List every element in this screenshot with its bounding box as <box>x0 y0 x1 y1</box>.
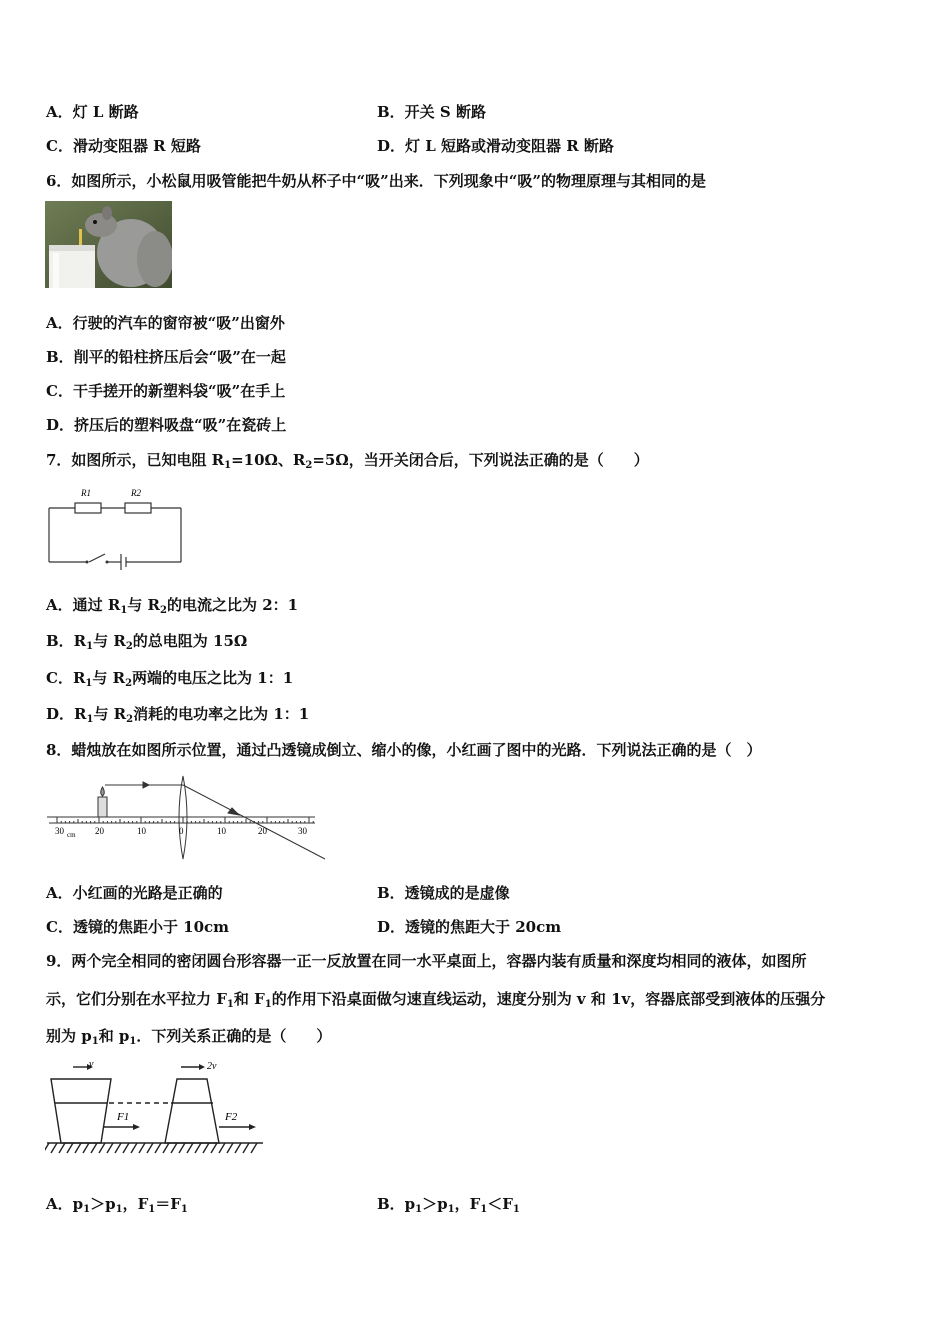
q9-option-a: A．$p_1>p_1$，$F_1=F_1$ <box>46 1195 188 1215</box>
circuit-diagram <box>45 484 185 570</box>
ground-hatch <box>203 1143 209 1153</box>
ground-hatch <box>45 1143 49 1153</box>
ground-hatch <box>91 1143 97 1153</box>
ground-hatch <box>195 1143 201 1153</box>
q9-option-b: B．$p_1>p_1$，$F_1<F_1$ <box>377 1195 520 1215</box>
q9-stem-line1: 9．两个完全相同的密闭圆台形容器一正一反放置在同一水平桌面上，容器内装有质量和深度均相同的液体，如图所 <box>46 952 807 970</box>
r1-label: R1 <box>81 488 91 498</box>
ground-hatch <box>115 1143 121 1153</box>
ground-hatch <box>171 1143 177 1153</box>
ruler-label-10-left: 10 <box>137 826 146 836</box>
q8-option-b: B．透镜成的是虚像 <box>377 884 510 902</box>
ground-hatch <box>131 1143 137 1153</box>
ground-hatch <box>107 1143 113 1153</box>
q9-stem-line3: 别为 $p_1$和 $p_1$．下列关系正确的是（ ） <box>46 1027 332 1047</box>
q6-option-d: D．挤压后的塑料吸盘“吸”在瓷砖上 <box>46 416 287 434</box>
ruler-unit: cm <box>67 831 76 839</box>
q5-option-c: C．滑动变阻器 R 短路 <box>46 137 201 155</box>
ground-hatch <box>219 1143 225 1153</box>
q7-option-a: A．通过 $R_1$与 $R_2$的电流之比为 2：1 <box>46 596 299 616</box>
q8-stem: 8．蜡烛放在如图所示位置，通过凸透镜成倒立、缩小的像，小红画了图中的光路．下列说法正确的是（ ） <box>46 741 762 759</box>
ground-hatch <box>99 1143 105 1153</box>
q7-option-d: D．$R_1$与 $R_2$消耗的电功率之比为 1：1 <box>46 705 310 725</box>
q5-option-b: B．开关 S 断路 <box>377 103 486 121</box>
q5-option-a: A．灯 L 断路 <box>46 103 139 121</box>
containers-diagram <box>45 1057 265 1163</box>
ground-hatch <box>243 1143 249 1153</box>
velocity-2v-label: 2v <box>207 1061 217 1072</box>
ground-hatch <box>179 1143 185 1153</box>
ground-hatch <box>163 1143 169 1153</box>
ground-hatch <box>235 1143 241 1153</box>
q8-option-a: A．小红画的光路是正确的 <box>46 884 223 902</box>
r2-label: R2 <box>131 488 141 498</box>
ruler-label-20-right: 20 <box>258 826 267 836</box>
ruler-label-10-right: 10 <box>217 826 226 836</box>
q6-stem: 6．如图所示，小松鼠用吸管能把牛奶从杯子中“吸”出来．下列现象中“吸”的物理原理与其相同的是 <box>46 172 706 190</box>
ground-hatch <box>227 1143 233 1153</box>
q5-option-d: D．灯 L 短路或滑动变阻器 R 断路 <box>377 137 614 155</box>
q8-option-d: D．透镜的焦距大于 20cm <box>377 918 562 936</box>
q7-stem: 7．如图所示，已知电阻 $R_1=10\Omega$、$R_2=5\Omega$，当开关闭合后，下列说法正确的是（ ） <box>46 451 649 471</box>
ground-hatch <box>83 1143 89 1153</box>
velocity-v-label: v <box>89 1059 94 1070</box>
ground-hatch <box>155 1143 161 1153</box>
q6-option-b: B．削平的铅柱挤压后会“吸”在一起 <box>46 348 286 366</box>
q9-stem-line2: 示，它们分别在水平拉力 $F_1$和 $F_1$的作用下沿桌面做匀速直线运动，速度分别为 v 和 1v，容器底部受到液体的压强分 <box>46 990 826 1010</box>
ruler-label-20-left: 20 <box>95 826 104 836</box>
q6-option-c: C．干手搓开的新塑料袋“吸”在手上 <box>46 382 286 400</box>
force-f2-label: F2 <box>225 1111 238 1123</box>
ground-hatch <box>251 1143 257 1153</box>
ruler-label-0: 0 <box>179 826 184 836</box>
lens-optics-diagram <box>45 771 328 864</box>
ground-hatch <box>139 1143 145 1153</box>
ground-hatch <box>211 1143 217 1153</box>
q6-option-a: A．行驶的汽车的窗帘被“吸”出窗外 <box>46 314 285 332</box>
q7-option-c: C．$R_1$与 $R_2$两端的电压之比为 1：1 <box>46 669 294 689</box>
ground-hatch <box>187 1143 193 1153</box>
ruler-label-30-right: 30 <box>298 826 307 836</box>
ground-hatch <box>147 1143 153 1153</box>
q8-option-c: C．透镜的焦距小于 10cm <box>46 918 230 936</box>
ground-hatch <box>59 1143 65 1153</box>
force-f1-label: F1 <box>117 1111 130 1123</box>
ground-hatch <box>75 1143 81 1153</box>
ground-hatch <box>51 1143 57 1153</box>
ground-hatch <box>123 1143 129 1153</box>
q7-option-b: B．$R_1$与 $R_2$的总电阻为 15Ω <box>46 632 248 652</box>
squirrel-photo <box>45 201 172 288</box>
ground-hatch <box>67 1143 73 1153</box>
ruler-label-30-left: 30 <box>55 826 64 836</box>
